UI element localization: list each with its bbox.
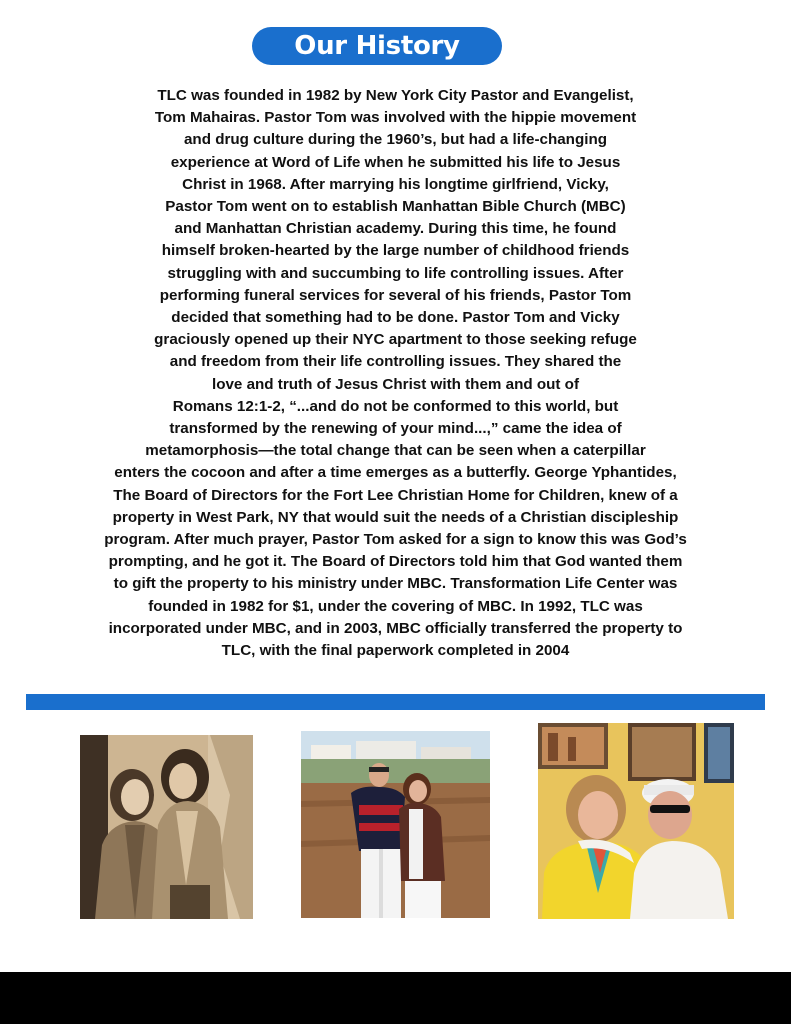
text-line: Christ in 1968. After marrying his longtime girlfriend, Vicky, bbox=[182, 175, 609, 193]
text-line: property in West Park, NY that would suit the needs of a Christian discipleship bbox=[112, 508, 679, 526]
page-title-banner bbox=[252, 27, 502, 65]
text-line: metamorphosis—the total change that can be seen when a caterpillar bbox=[145, 442, 646, 460]
text-line: The Board of Directors for the Fort Lee Christian Home for Children, knew of a bbox=[113, 486, 678, 504]
photo-young-couple-sepia bbox=[80, 735, 253, 919]
text-line: transformed by the renewing of your mind...,” came the idea of bbox=[169, 420, 622, 438]
history-text bbox=[60, 85, 731, 662]
text-line: prompting, and he got it. The Board of Directors told him that God wanted them bbox=[108, 553, 683, 571]
text-line: TLC was founded in 1982 by New York City Pastor and Evangelist, bbox=[157, 87, 634, 104]
text-line: founded in 1982 for $1, under the covering of MBC. In 1992, TLC was bbox=[148, 597, 643, 615]
text-line: Romans 12:1-2, “...and do not be conformed to this world, but bbox=[172, 397, 619, 415]
text-line: himself broken-hearted by the large number of childhood friends bbox=[161, 242, 630, 260]
text-line: experience at Word of Life when he submitted his life to Jesus bbox=[170, 153, 621, 171]
text-line: struggling with and succumbing to life controlling issues. After bbox=[167, 264, 624, 282]
footer-bar bbox=[0, 972, 791, 1024]
text-line: incorporated under MBC, and in 2003, MBC officially transferred the property to bbox=[108, 619, 683, 637]
page-title: Our History bbox=[294, 31, 460, 61]
text-line: to gift the property to his ministry under MBC. Transformation Life Center was bbox=[113, 575, 678, 593]
text-line: enters the cocoon and after a time emerges as a butterfly. George Yphantides, bbox=[114, 464, 677, 482]
text-line: and drug culture during the 1960’s, but had a life-changing bbox=[183, 131, 608, 149]
text-line: decided that something had to be done. Pastor Tom and Vicky bbox=[171, 309, 620, 327]
text-line: TLC, with the final paperwork completed in 2004 bbox=[221, 642, 570, 660]
text-line: Pastor Tom went on to establish Manhattan Bible Church (MBC) bbox=[165, 198, 626, 216]
text-line: and freedom from their life controlling issues. They shared the bbox=[169, 353, 622, 371]
text-line: love and truth of Jesus Christ with them and out of bbox=[211, 375, 580, 393]
photo-couple-restaurant bbox=[538, 723, 734, 919]
text-line: graciously opened up their NYC apartment to those seeking refuge bbox=[154, 331, 637, 349]
text-line: program. After much prayer, Pastor Tom asked for a sign to know this was God’s bbox=[104, 531, 687, 549]
section-divider bbox=[26, 694, 765, 710]
text-line: performing funeral services for several of his friends, Pastor Tom bbox=[159, 286, 632, 304]
text-line: Tom Mahairas. Pastor Tom was involved with the hippie movement bbox=[154, 109, 637, 127]
photo-couple-in-field bbox=[301, 731, 490, 918]
text-line: and Manhattan Christian academy. During this time, he found bbox=[174, 220, 617, 238]
